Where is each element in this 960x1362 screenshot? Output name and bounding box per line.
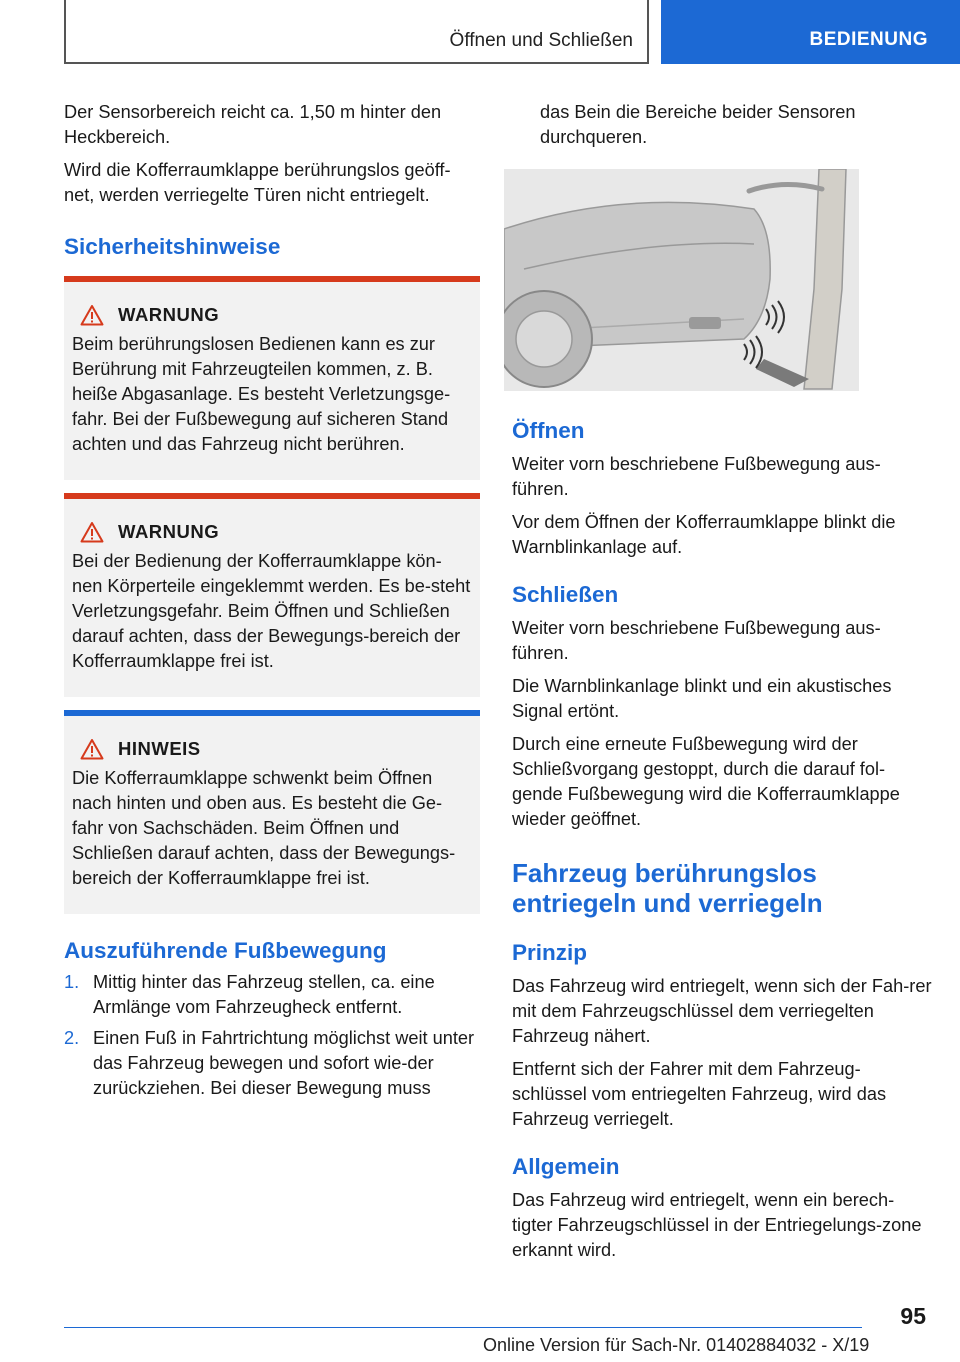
header-title-box <box>64 0 649 64</box>
paragraph: Der Sensorbereich reicht ca. 1,50 m hinter den Heckbereich. <box>64 102 442 147</box>
note-text: Die Kofferraumklappe schwenkt beim Öffnen nach hinten und oben aus. Es besteht die Ge‐fahr von Sachschäden. Beim Öffnen und Schließen darauf achten, dass der Bewegungs‐bereich der Kofferraumklappe frei ist. <box>72 768 456 888</box>
heading-general: Allgemein <box>512 1154 620 1179</box>
heading-principle: Prinzip <box>512 940 588 965</box>
step-number: 1. <box>64 972 80 992</box>
left-column <box>64 100 480 1107</box>
footer-version: Online Version für Sach-Nr. 01402884032 - X/19 <box>483 1335 870 1355</box>
warning-title-label: WARNUNG <box>118 304 220 325</box>
list-item <box>64 1026 480 1101</box>
heading-safety: Sicherheitshinweise <box>64 234 281 259</box>
car-rear-foot-illustration <box>504 169 859 391</box>
warning-triangle-icon <box>80 738 104 760</box>
heading-keyless: Fahrzeug berührungslos entriegeln und verriegeln <box>512 858 823 918</box>
step-number: 2. <box>64 1028 80 1048</box>
paragraph: Wird die Kofferraumklappe berührungslos geöff‐net, werden verriegelte Türen nicht entriegelt. <box>64 160 451 205</box>
paragraph: Durch eine erneute Fußbewegung wird der Schließvorgang gestoppt, durch die darauf fol‐gende Fußbewegung wird die Kofferraumklappe wieder geöffnet. <box>512 734 900 829</box>
section-tab[interactable] <box>661 0 960 64</box>
warning-box <box>64 493 480 697</box>
warning-title-label: WARNUNG <box>118 521 220 542</box>
right-column-top <box>540 100 920 158</box>
paragraph: Vor dem Öffnen der Kofferraumklappe blinkt die Warnblinkanlage auf. <box>512 512 896 557</box>
heading-close: Schließen <box>512 582 619 607</box>
note-box <box>64 710 480 914</box>
paragraph: Die Warnblinkanlage blinkt und ein akustisches Signal ertönt. <box>512 676 892 721</box>
warning-title <box>72 521 472 543</box>
steps-list <box>64 970 480 1101</box>
note-title-label: HINWEIS <box>118 738 201 759</box>
right-column <box>512 418 932 1271</box>
section-tab-label: BEDIENUNG <box>809 29 928 50</box>
warning-triangle-icon <box>80 304 104 326</box>
illustration <box>508 169 859 391</box>
list-item <box>64 970 480 1020</box>
warning-box <box>64 276 480 480</box>
step-text: Einen Fuß in Fahrtrichtung möglichst weit unter das Fahrzeug bewegen und sofort wie‐der zurückziehen. Bei dieser Bewegung muss <box>93 1028 475 1098</box>
note-title <box>72 738 472 760</box>
paragraph: Weiter vorn beschriebene Fußbewegung aus‐führen. <box>512 454 881 499</box>
chapter-title: Öffnen und Schließen <box>449 30 633 51</box>
warning-text: Bei der Bedienung der Kofferraumklappe kön‐nen Körperteile eingeklemmt werden. Es be‐steht Verletzungsgefahr. Beim Öffnen und Schließen darauf achten, dass der Bewegungs‐bereich der Kofferraumklappe frei ist. <box>72 551 471 671</box>
step-text: Mittig hinter das Fahrzeug stellen, ca. eine Armlänge vom Fahrzeugheck entfernt. <box>93 972 435 1017</box>
warning-text: Beim berührungslosen Bedienen kann es zur Berührung mit Fahrzeugteilen kommen, z. B. heiße Abgasanlage. Es besteht Verletzungsge‐fahr. Bei der Fußbewegung auf sicheren Stand achten und das Fahrzeug nicht berühren. <box>72 334 451 454</box>
warning-title <box>72 304 472 326</box>
footer-divider <box>64 1327 862 1328</box>
paragraph: Weiter vorn beschriebene Fußbewegung aus‐führen. <box>512 618 881 663</box>
page-number: 95 <box>900 1303 926 1329</box>
warning-triangle-icon <box>80 521 104 543</box>
paragraph: Das Fahrzeug wird entriegelt, wenn ein berech‐tigter Fahrzeugschlüssel in der Entriegelungs‐zone erkannt wird. <box>512 1190 922 1260</box>
paragraph: Entfernt sich der Fahrer mit dem Fahrzeug‐schlüssel vom entriegelten Fahrzeug, wird das Fahrzeug verriegelt. <box>512 1059 887 1129</box>
paragraph: das Bein die Bereiche beider Sensoren durchqueren. <box>540 102 856 147</box>
heading-foot-movement: Auszuführende Fußbewegung <box>64 938 387 963</box>
paragraph: Das Fahrzeug wird entriegelt, wenn sich der Fah‐rer mit dem Fahrzeugschlüssel dem verriegelten Fahrzeug nähert. <box>512 976 932 1046</box>
heading-open: Öffnen <box>512 418 585 443</box>
